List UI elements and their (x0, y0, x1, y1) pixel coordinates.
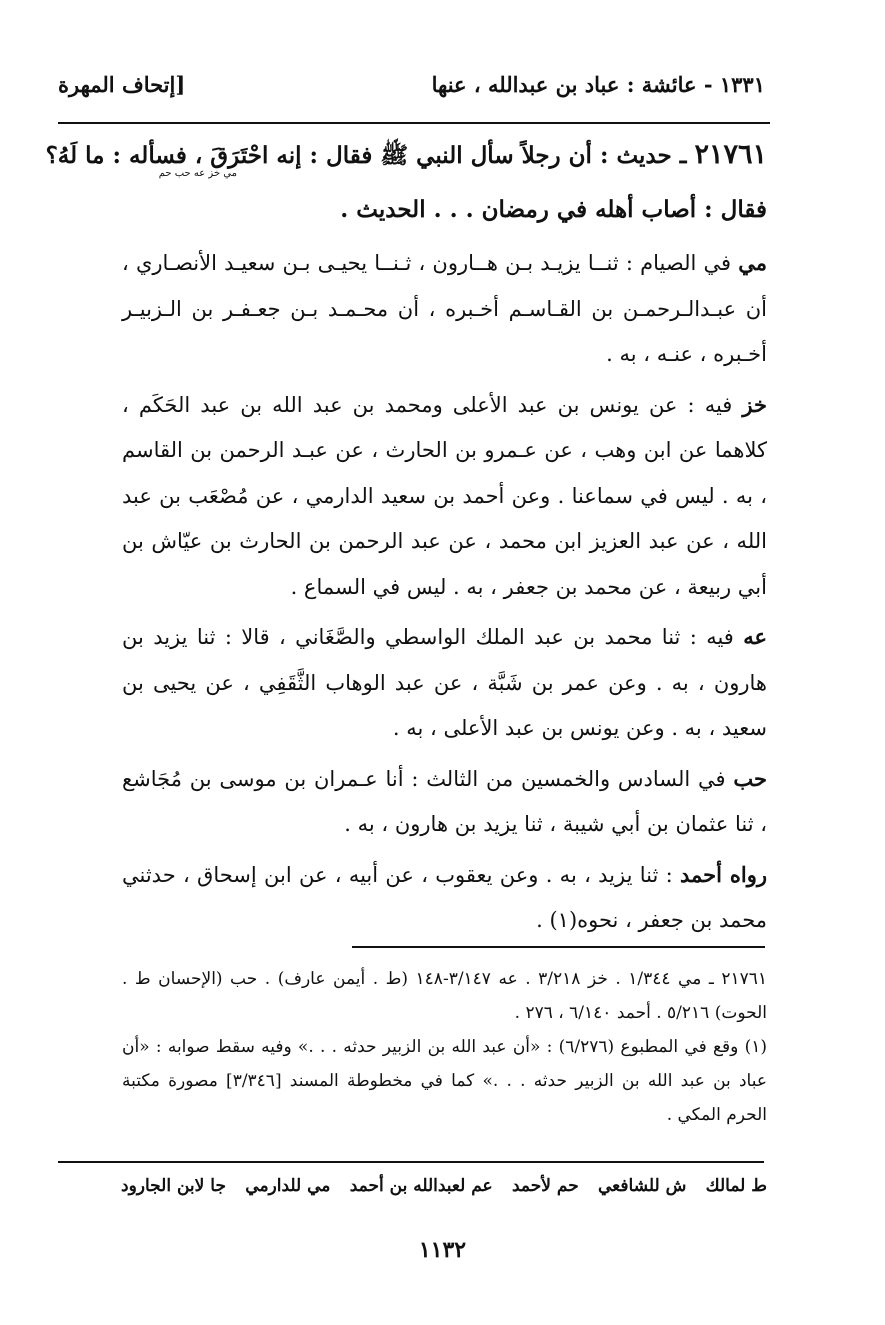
footnote-separator (352, 946, 765, 948)
footnote-references: ٢١٧٦١ ـ مي ١/٣٤٤ . خز ٣/٢١٨ . عه ٣/١٤٧-١٤٨ (ط . أيمن عارف) . حب (الإحسان ط . الحوت) ٥/٢١٦ . أحمد ٦/١٤٠ ، ٢٧٦ . (122, 969, 768, 1023)
body-text (122, 240, 767, 948)
paragraph-text: فيه : ثنا محمد بن عبد الملك الواسطي والصَّغَاني ، قالا : ثنا يزيد بن هارون ، به . وعن عمر بن شَبَّة ، عن عبد الوهاب الثَّقَفِي ، عن يحيى بن سعيد ، به . وعن يونس بن عبد الأعلى ، به . (122, 625, 767, 740)
source-abbrev: رواه أحمد (679, 861, 767, 887)
paragraph-text: في الصيام : ثنــا يزيـد بـن هــارون ، ثـنــا يحيـى بـن سعيـد الأنصـاري ، أن عبـدالـرحمـن بن القـاسـم أخـبره ، أن محـمـد بـن جعـفـر بن الـزبيـر أخـبره ، عنـه ، به . (122, 251, 767, 366)
paragraph-text: : ثنا يزيد ، به . وعن يعقوب ، عن أبيه ، عن ابن إسحاق ، حدثني محمد بن جعفر ، نحوه(١) . (122, 862, 767, 932)
legend-item-abdullah: عم لعبدالله بن أحمد (349, 1176, 493, 1196)
footnotes (122, 962, 767, 1132)
source-abbrev: خز (742, 391, 767, 417)
paragraph-ibn-khuzayma (122, 382, 767, 611)
legend-item-malik: ط لمالك (705, 1176, 767, 1196)
running-title: ١٣٣١ - عائشة : عباد بن عبدالله ، عنها (431, 72, 765, 97)
header-rule (58, 122, 770, 124)
footnote-1: (١) وقع في المطبوع (٦/٢٧٦) : «أن عبد الله بن الزبير حدثه . . .» وفيه سقط صوابه : «أن عباد بن عبد الله بن الزبير حدثه . . .» كما في مخطوطة المسند [٣/٣٤٦] مصورة مكتبة الحرم المكي . (122, 1037, 767, 1125)
abbreviation-legend (121, 1176, 767, 1196)
paragraph-abu-awana (122, 614, 767, 752)
paragraph-darimi (122, 240, 767, 378)
hadith-title-text: ـ حديث : أن رجلاً سأل النبي ﷺ فقال : إنه احْتَرَقَ ، فسأله : ما لَهُ؟ (45, 142, 687, 169)
legend-rule (58, 1161, 764, 1163)
paragraph-text: في السادس والخمسين من الثالث : أنا عـمران بن موسى بن مُجَاشع ، ثنا عثمان بن أبي شيبة ، ثنا يزيد بن هارون ، به . (122, 766, 767, 836)
legend-item-shafii: ش للشافعي (598, 1176, 687, 1196)
page-number: ١١٣٢ (418, 1237, 467, 1263)
hadith-number: ٢١٧٦١ (694, 139, 767, 170)
paragraph-text: فيه : عن يونس بن عبد الأعلى ومحمد بن عبد الله بن عبد الحَكَم ، كلاهما عن ابن وهب ، عن عـمرو بن الحارث ، عن عبـد الرحمن بن القاسم ، به . ليس في سماعنا . وعن أحمد بن سعيد الدارمي ، عن مُصْعَب بن عبد الله ، عن عبد العزيز ابن محمد ، عن عبد الرحمن بن الحارث بن عيّاش بن أبي ربيعة ، عن محمد بن جعفر ، به . ليس في السماع . (122, 392, 767, 599)
source-abbrev: مي (738, 250, 767, 275)
hadith-sources-mini: مي خز عه حب حم (158, 168, 237, 179)
legend-item-ibn-jarud: جا لابن الجارود (121, 1176, 226, 1196)
legend-item-ahmad: حم لأحمد (512, 1176, 579, 1196)
legend-item-darimi: مي للدارمي (245, 1176, 331, 1196)
paragraph-ibn-hibban (122, 756, 767, 848)
book-title: [إتحاف المهرة (58, 72, 186, 97)
source-abbrev: حب (733, 765, 767, 791)
hadith-title-line-2: فقال : أصاب أهله في رمضان . . . الحديث . (340, 196, 767, 223)
paragraph-ahmad (122, 852, 767, 944)
source-abbrev: عه (743, 624, 767, 649)
